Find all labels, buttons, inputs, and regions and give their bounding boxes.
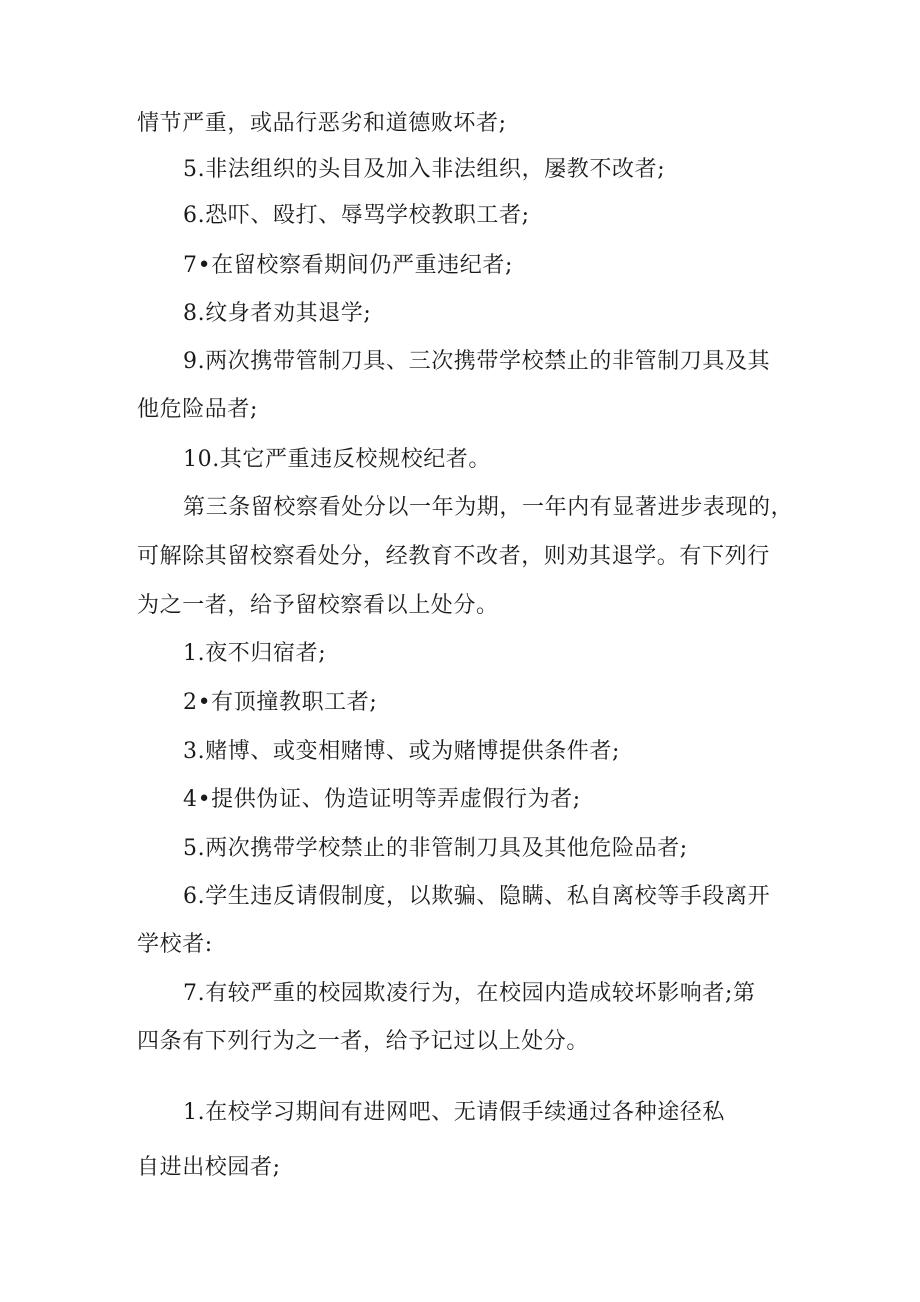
list-item: 7•在留校察看期间仍严重违纪者; <box>183 253 513 278</box>
list-item: 6.恐吓、殴打、辱骂学校教职工者; <box>183 203 530 228</box>
list-item-continuation: 学校者: <box>137 932 213 957</box>
paragraph-line: 情节严重，或品行恶劣和道德败坏者; <box>137 111 507 136</box>
list-item: 4•提供伪证、伪造证明等弄虚假行为者; <box>183 787 581 812</box>
list-item: 10.其它严重违反校规校纪者。 <box>183 447 491 472</box>
list-item-continuation: 自进出校园者; <box>137 1155 281 1180</box>
list-item-continuation: 他危险品者; <box>137 397 259 422</box>
list-item: 5.两次携带学校禁止的非管制刀具及其他危险品者; <box>183 836 688 861</box>
article-paragraph: 第三条留校察看处分以一年为期，一年内有显著进步表现的， <box>183 495 794 520</box>
list-item: 8.纹身者劝其退学; <box>183 301 372 326</box>
list-item: 9.两次携带管制刀具、三次携带学校禁止的非管制刀具及其 <box>183 349 771 374</box>
list-item: 6.学生违反请假制度，以欺骗、隐瞒、私自离校等手段离开 <box>183 884 771 909</box>
article-paragraph-continuation: 为之一者，给予留校察看以上处分。 <box>137 593 499 618</box>
article-paragraph: 四条有下列行为之一者，给予记过以上处分。 <box>137 1029 590 1054</box>
article-paragraph-continuation: 可解除其留校察看处分，经教育不改者，则劝其退学。有下列行 <box>137 544 770 569</box>
list-item: 5.非法组织的头目及加入非法组织，屡教不改者; <box>183 157 666 182</box>
list-item: 3.赌博、或变相赌博、或为赌博提供条件者; <box>183 739 621 764</box>
list-item: 7.有较严重的校园欺凌行为，在校园内造成较坏影响者;第 <box>183 981 756 1006</box>
list-item: 2•有顶撞教职工者; <box>183 690 378 715</box>
list-item: 1.在校学习期间有进网吧、无请假手续通过各种途径私 <box>183 1100 725 1125</box>
list-item: 1.夜不归宿者; <box>183 641 327 666</box>
